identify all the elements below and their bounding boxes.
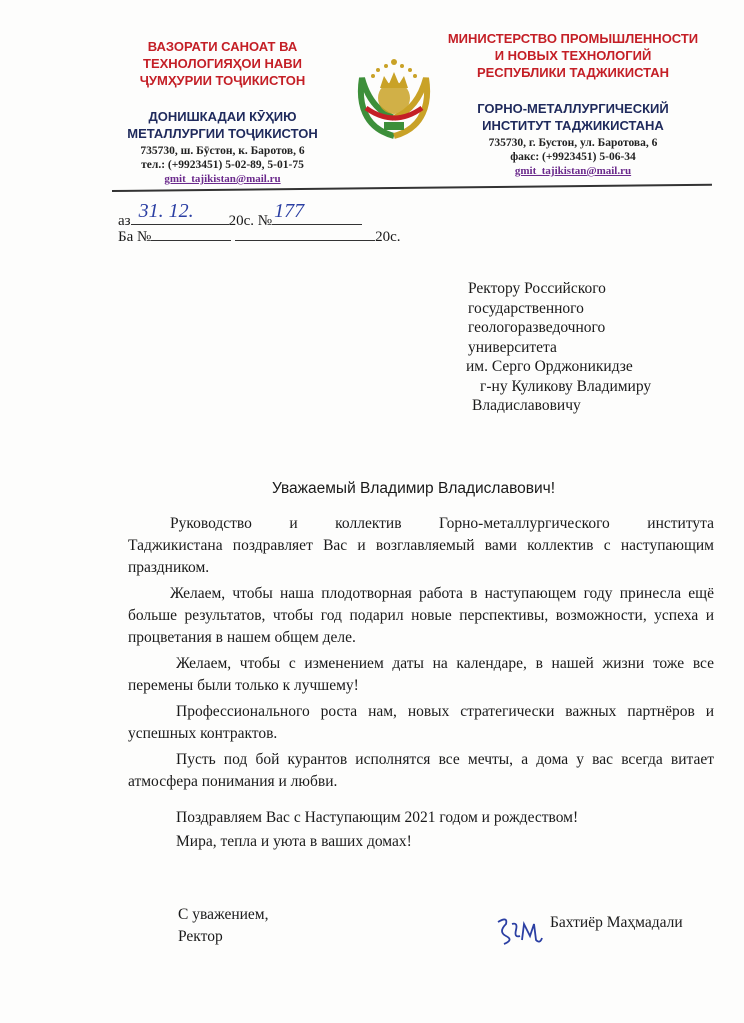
coat-of-arms-emblem: [354, 48, 434, 140]
addressee-line: г-ну Куликову Владимиру: [480, 377, 652, 395]
addressee-line: Владиславовичу: [472, 397, 581, 414]
address: 735730, ш. Бӯстон, к. Баротов, 6: [140, 145, 305, 157]
ministry-line: И НОВЫХ ТЕХНОЛОГИЙ: [494, 48, 652, 63]
email-link[interactable]: gmit_tajikistan@mail.ru: [164, 173, 281, 185]
ref-year-suffix: 20с.: [228, 213, 255, 229]
closing-line: Мира, тепла и уюта в ваших домах!: [176, 833, 412, 850]
addressee-block: [468, 279, 651, 416]
number-field: [272, 200, 362, 225]
addressee-line: им. Серго Орджоникидзе: [466, 358, 633, 375]
address: 735730, г. Бустон, ул. Баротова, 6: [488, 137, 658, 149]
addressee-line: геологоразведочного: [468, 319, 606, 336]
ba-number-field: [151, 228, 231, 241]
institute-line: МЕТАЛЛУРГИИ ТОҶИКИСТОН: [127, 126, 318, 141]
institute-line: ДОНИШКАДАИ КӮҲИЮ: [148, 109, 297, 124]
handwritten-date: 31. 12.: [138, 200, 194, 222]
paragraph: Желаем, чтобы с изменением даты на календаре, в нашей жизни тоже все перемены были только к лучшему!: [128, 655, 714, 694]
institute-line: ГОРНО-МЕТАЛЛУРГИЧЕСКИЙ: [477, 101, 669, 116]
paragraph: Пусть под бой курантов исполнятся все мечты, а дома у вас всегда витает атмосфера понимания и любви.: [128, 751, 714, 790]
signer-title: Ректор: [178, 928, 223, 945]
paragraph-line: Руководство и коллектив Горно-металлургического института: [170, 515, 714, 532]
signoff-block: [178, 904, 269, 948]
ministry-line: РЕСПУБЛИКИ ТАДЖИКИСТАН: [476, 65, 670, 80]
outgoing-ref: [118, 200, 362, 230]
ministry-line: ТЕХНОЛОГИЯҲОИ НАВИ: [143, 56, 302, 71]
signer-name: Бахтиёр Маҳмадали: [550, 914, 683, 931]
paragraph: Профессионального роста нам, новых стратегически важных партнёров и успешных контрактов.: [128, 703, 714, 742]
paragraph: Желаем, чтобы наша плодотворная работа в наступающем году принесла ещё больше результатов, чтобы год подарил новые перспективы, возможности, успеха и процветания в нашем общем деле.: [128, 585, 714, 646]
ref-ba-prefix: Ба №: [118, 229, 152, 245]
salutation: Уважаемый Владимир Владиславович!: [272, 480, 556, 497]
email-link[interactable]: gmit_tajikistan@mail.ru: [514, 165, 632, 177]
institute-line: ИНСТИТУТ ТАДЖИКИСТАНА: [482, 118, 664, 133]
addressee-line: Ректору Российского: [468, 280, 606, 297]
letter-body: [128, 513, 714, 793]
incoming-ref: [118, 228, 401, 246]
addressee-line: университета: [468, 338, 557, 356]
ministry-line: МИНИСТЕРСТВО ПРОМЫШЛЕННОСТИ: [447, 31, 699, 46]
header-right: [438, 30, 708, 177]
closing-block: [176, 806, 578, 854]
ba-date-field: [235, 228, 375, 241]
fax: факс: (+9923451) 5-06-34: [510, 151, 636, 163]
regards: С уважением,: [178, 906, 269, 923]
ref-az-prefix: аз: [118, 213, 131, 229]
phone: тел.: (+9923451) 5-02-89, 5-01-75: [141, 159, 304, 171]
paragraph: Таджикистана поздравляет Вас и возглавляемый вами коллектив с наступающим праздником.: [128, 537, 714, 576]
closing-line: Поздравляем Вас с Наступающим 2021 годом и рождеством!: [176, 809, 579, 826]
date-field: [131, 200, 229, 225]
ministry-line: ВАЗОРАТИ САНОАТ ВА: [147, 39, 298, 54]
signature-image: [494, 914, 544, 948]
header-left: [110, 38, 335, 185]
handwritten-number: 177: [274, 200, 305, 222]
ministry-line: ҶУМҲУРИИ ТОҶИКИСТОН: [139, 73, 306, 88]
addressee-line: государственного: [468, 299, 584, 317]
number-sign: №: [257, 213, 273, 229]
ref-ba-year-suffix: 20с.: [375, 229, 401, 245]
